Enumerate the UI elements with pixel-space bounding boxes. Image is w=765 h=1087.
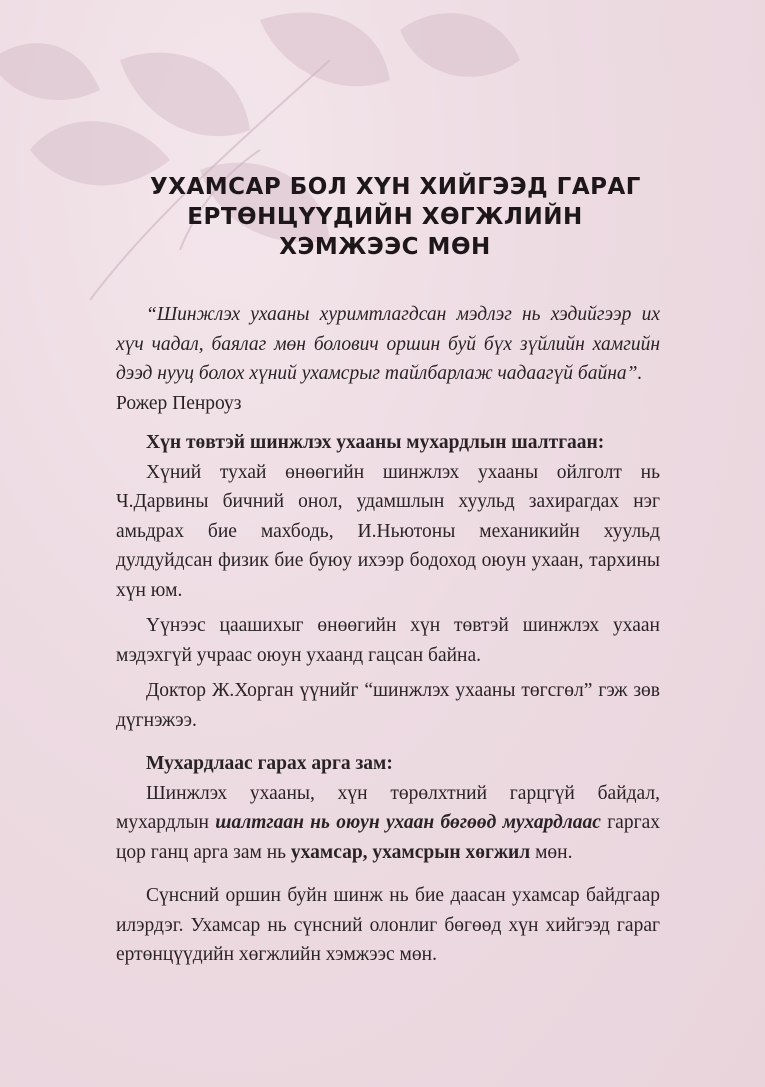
page-body [116,300,660,970]
text-run: гаргах цор ганц арга зам нь [116,812,660,863]
paragraph: Үүнээс цаашихыг өнөөгийн хүн төвтэй шинжлэх ухаан мэдэхгүй учраас оюун ухаанд гацсан байна. [116,615,660,666]
paragraph: Доктор Ж.Хорган үүнийг “шинжлэх ухааны төгсгөл” гэж зөв дүгнэжээ. [116,680,660,731]
leaf-shape [260,13,390,87]
paragraph [116,779,660,868]
epigraph-quote: “Шинжлэх ухааны хуримтлагдсан мэдлэг нь хэдийгээр их хүч чадал, баялаг мөн болович оршин буй бүх зүйлийн хамгийн дээд нууц болох хүний ухамсрыг тайлбарлаж чадаагүй байна”. [116,304,660,384]
section-heading-2: Мухардлаас гарах арга зам: [146,753,393,774]
section-heading-1: Хүн төвтэй шинжлэх ухааны мухардлын шалтгаан: [146,432,605,453]
title-line-2: ЕРТӨНЦҮҮДИЙН ХӨГЖЛИЙН [187,204,583,230]
bold-text: ухамсар, ухамсрын хөгжил [290,841,531,863]
title-line-3: ХЭМЖЭЭС МӨН [279,234,491,260]
page-title [150,172,641,262]
leaf-decoration [0,0,765,330]
title-line-1: УХАМСАР БОЛ ХҮН ХИЙГЭЭД ГАРАГ [150,174,641,200]
leaf-shape [30,121,170,185]
emphasis-text: шалтгаан нь оюун ухаан бөгөөд мухардлаас [215,812,601,833]
leaf-shape [120,53,250,137]
paragraph: Хүний тухай өнөөгийн шинжлэх ухааны ойлголт нь Ч.Дарвины бичний онол, удамшлын хуульд захирагдах нэг амьдрах бие махбодь, И.Ньютоны механикийн хуульд дулдуйдсан физик бие буюу ихээр бодоход оюун ухаан, тархины хүн юм. [116,461,660,601]
text-run: мөн. [530,841,573,863]
text-run: Шинжлэх ухааны, хүн төрөлхтний гарцгүй байдал, мухардлын [116,782,660,833]
leaf-shape [0,43,100,100]
paragraph: Сүнсний оршин буйн шинж нь бие даасан ухамсар байдгаар илэрдэг. Ухамсар нь сүнсний олонлиг бөгөөд хүн хийгээд гараг ертөнцүүдийн хөгжлийн хэмжээс мөн. [116,885,660,965]
leaf-shape [400,13,520,77]
epigraph-author: Рожер Пенроуз [116,392,242,414]
